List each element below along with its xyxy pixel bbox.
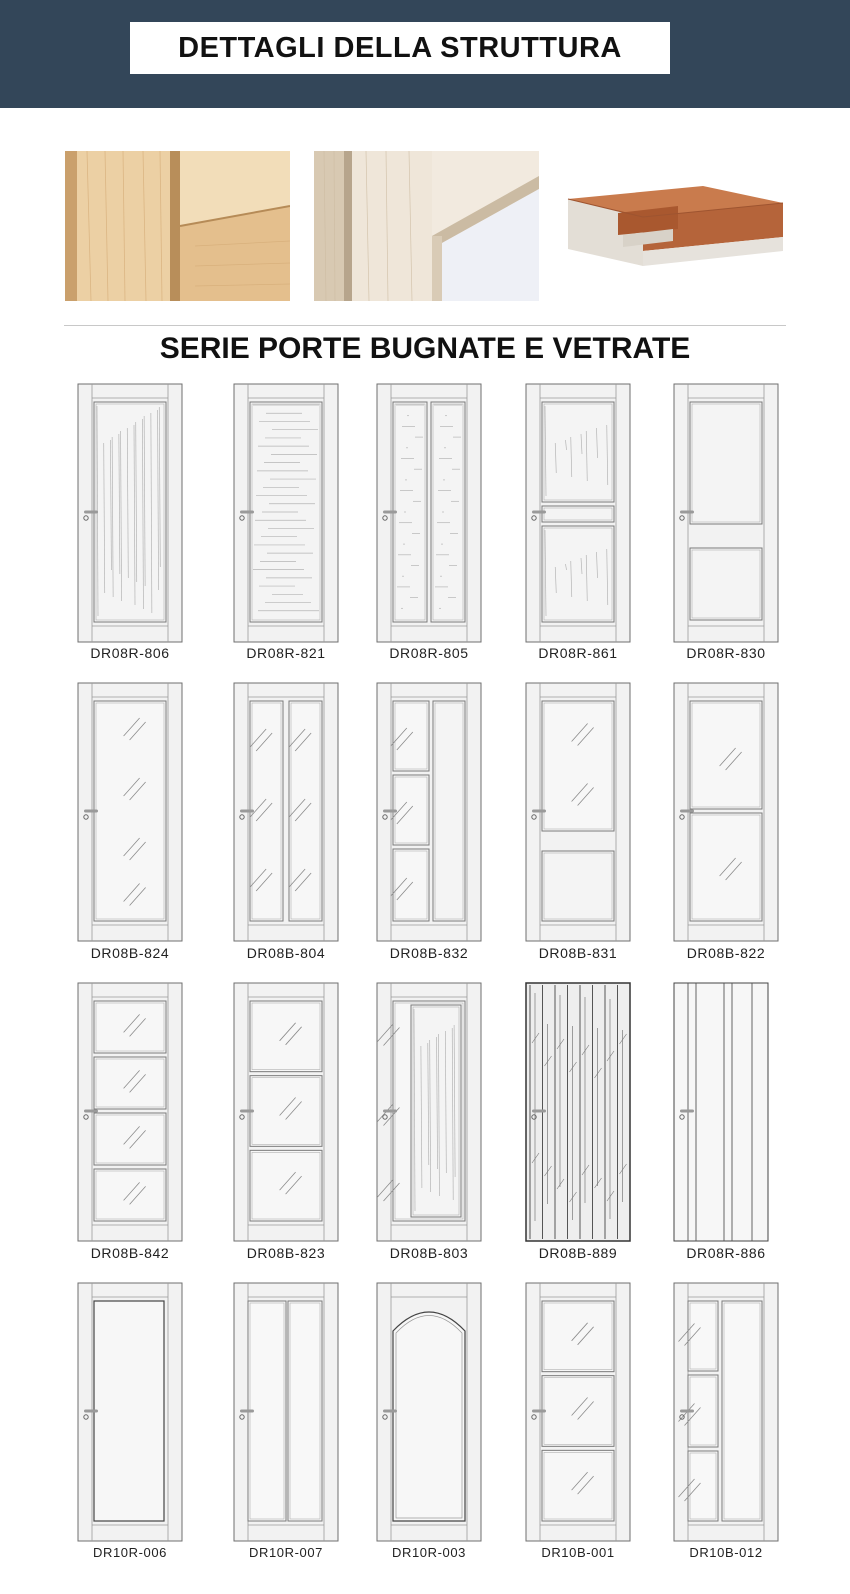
door-code-label: DR08R-861 bbox=[538, 645, 618, 661]
door-code-label: DR10R-006 bbox=[92, 1545, 168, 1560]
door-drawing-dr08r-886 bbox=[674, 983, 778, 1241]
door-code-label: DR08B-824 bbox=[90, 945, 170, 961]
door-code-label: DR10R-007 bbox=[248, 1545, 324, 1560]
section-divider bbox=[64, 325, 786, 326]
door-drawing-dr10r-006 bbox=[78, 1283, 182, 1541]
header-title-box bbox=[130, 22, 670, 74]
door-code-label: DR10R-003 bbox=[391, 1545, 467, 1560]
door-drawing-dr08b-824 bbox=[78, 683, 182, 941]
door-drawing-dr08b-832 bbox=[377, 683, 481, 941]
door-drawing-dr10b-012 bbox=[674, 1283, 778, 1541]
door-drawing-dr08b-822 bbox=[674, 683, 778, 941]
door-drawing-dr08b-804 bbox=[234, 683, 338, 941]
door-drawing-dr08b-823 bbox=[234, 983, 338, 1241]
door-code-label: DR08R-821 bbox=[246, 645, 326, 661]
door-drawing-dr08r-805 bbox=[377, 384, 481, 642]
door-code-label: DR10B-012 bbox=[689, 1545, 763, 1560]
door-code-label: DR08B-832 bbox=[389, 945, 469, 961]
door-code-label: DR08B-842 bbox=[90, 1245, 170, 1261]
door-drawing-dr08r-830 bbox=[674, 384, 778, 642]
door-drawing-dr08r-861 bbox=[526, 384, 630, 642]
door-drawing-dr08b-803 bbox=[377, 983, 481, 1241]
photo-door-frame-cross-section bbox=[563, 151, 788, 301]
door-code-label: DR08B-822 bbox=[686, 945, 766, 961]
door-code-label: DR08R-830 bbox=[686, 645, 766, 661]
door-code-label: DR08R-806 bbox=[90, 645, 170, 661]
door-drawing-dr10b-001 bbox=[526, 1283, 630, 1541]
section-title: SERIE PORTE BUGNATE E VETRATE bbox=[159, 332, 691, 365]
header-title: DETTAGLI DELLA STRUTTURA bbox=[178, 31, 622, 64]
header-banner bbox=[0, 0, 850, 108]
door-code-label: DR08R-886 bbox=[686, 1245, 766, 1261]
door-drawing-dr08b-842 bbox=[78, 983, 182, 1241]
door-code-label: DR08B-804 bbox=[246, 945, 326, 961]
door-drawing-dr10r-007 bbox=[234, 1283, 338, 1541]
door-code-label: DR08B-803 bbox=[389, 1245, 469, 1261]
door-drawing-dr08r-806 bbox=[78, 384, 182, 642]
door-drawing-dr10r-003 bbox=[377, 1283, 481, 1541]
door-code-label: DR08R-805 bbox=[389, 645, 469, 661]
photo-light-oak-corner bbox=[65, 151, 290, 301]
door-drawing-dr08b-889 bbox=[526, 983, 630, 1241]
door-drawing-dr08b-831 bbox=[526, 683, 630, 941]
photo-white-ash-glass-corner bbox=[314, 151, 539, 301]
door-code-label: DR08B-831 bbox=[538, 945, 618, 961]
door-code-label: DR10B-001 bbox=[541, 1545, 615, 1560]
door-drawing-dr08r-821 bbox=[234, 384, 338, 642]
door-code-label: DR08B-889 bbox=[538, 1245, 618, 1261]
door-code-label: DR08B-823 bbox=[246, 1245, 326, 1261]
